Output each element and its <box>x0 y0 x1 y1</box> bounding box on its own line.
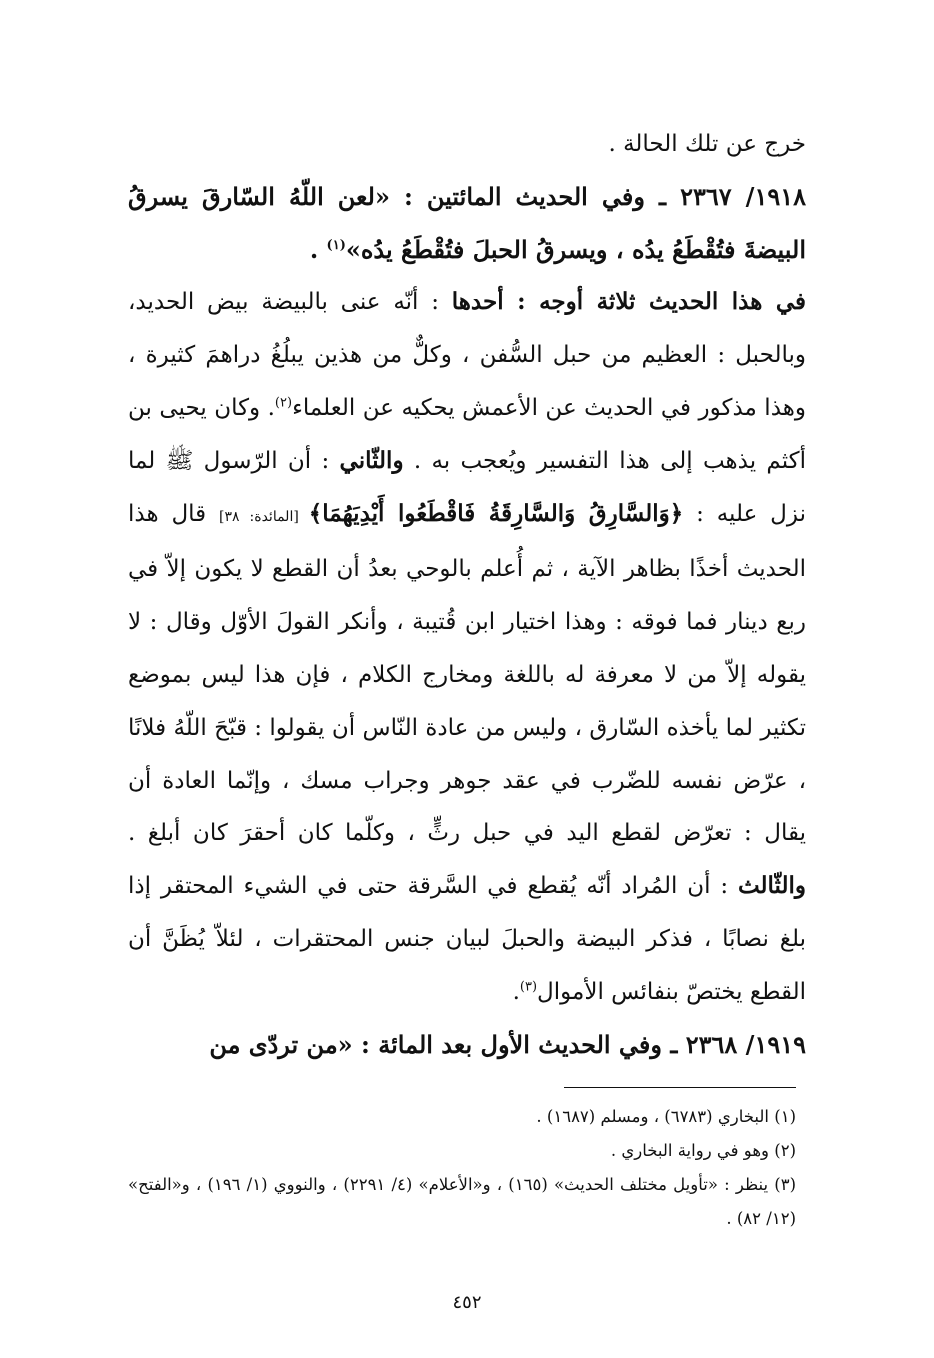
keyword: والثّاني <box>339 446 404 474</box>
text-run: ١٩١٨/ ٢٣٦٧ ـ وفي الحديث المائتين : «لعن اللّهُ السّارقَ يسرقُ البيضةَ فتُقْطَعُ يدُه ، ويسرقُ الحبلَ فتُقْطَعُ يدُه» <box>128 181 806 264</box>
footnote-marker: (١) <box>326 237 346 253</box>
footnote-marker: (٢) <box>274 395 293 411</box>
keyword: في هذا الحديث ثلاثة أوجه : أحدها <box>451 288 806 316</box>
text-run: ١٩١٩/ ٢٣٦٨ ـ وفي الحديث الأول بعد المائة : «من تردّى من <box>209 1029 806 1059</box>
commentary-paragraph <box>128 118 806 171</box>
text-run: : أن الرّسول ﷺ لما نزل عليه : <box>128 447 806 527</box>
verse-reference: [المائدة: ٣٨] <box>219 508 309 525</box>
footnote: (٢) وهو في رواية البخاري . <box>610 1141 796 1160</box>
text-run: . <box>309 234 327 264</box>
page-number: ٤٥٢ <box>452 1292 482 1313</box>
keyword: والثّالث <box>737 872 806 900</box>
text-run: . وكان يحيى بن أكثم يذهب إلى هذا التفسير ويُعجب به . <box>128 394 807 474</box>
main-text <box>128 118 806 1071</box>
quran-verse: ﴿وَالسَّارِقُ وَالسَّارِقَةُ فَاقْطَعُوا أَيْدِيَهُمَا﴾ <box>308 499 684 527</box>
footnote: (١) البخاري (٦٧٨٣) ، ومسلم (١٦٨٧) . <box>536 1107 796 1126</box>
hadith-paragraph <box>128 1019 806 1072</box>
text-run: قال هذا الحديث أخذًا بظاهر الآية ، ثم أُعلم بالوحي بعدُ أن القطع لا يكون إلاّ في ربع دينار فما فوقه : وهذا اختيار ابن قُتيبة ، وأنكر القولَ الأوّل وقال : لا يقوله إلاّ من لا معرفة له باللغة ومخارج الكلام ، فإن هذا ليس بموضع تكثير لما يأخذه السّارق ، وليس من عادة النّاس أن يقولوا : قبّحَ اللّهُ فلانًا ، عرّض نفسه للضّرب في عقد جوهر وجراب مسك ، وإنّما العادة أن يقال : تعرّض لقطع اليد في حبل رثٍّ ، وكلّما كان أحقرَ كان أبلغ . <box>128 500 806 847</box>
text-run: . <box>512 978 520 1005</box>
commentary-paragraph <box>128 276 806 1018</box>
text-run: خرج عن تلك الحالة . <box>608 131 806 157</box>
footnote-marker: (٣) <box>519 979 538 995</box>
footnote-separator <box>564 1087 796 1088</box>
footnote: (٣) ينظر : «تأويل مختلف الحديث» (١٦٥) ، و«الأعلام» (٤/ ٢٢٩١) ، والنووي (١/ ١٩٦) ، و«الفتح» (١٢/ ٨٢) . <box>128 1175 797 1228</box>
footnotes <box>128 1100 796 1236</box>
hadith-paragraph <box>128 171 806 277</box>
text-run: : أنّه عنى بالبيضة بيض الحديد، وبالحبل : العظيم من حبل السُّفن ، وكلٌّ من هذين يبلُغُ دراهمَ كثيرة ، وهذا مذكور في الحديث عن الأعمش يحكيه عن العلماء <box>128 289 807 421</box>
text-run: : أن المُراد أنّه يُقطع في السَّرقة حتى في الشيء المحتقر إذا بلغ نصابًا ، فذكر البيضة والحبلَ لبيان جنس المحتقرات ، لئلاّ يُظَنَّ أن القطع يختصّ بنفائس الأموال <box>128 873 806 1005</box>
